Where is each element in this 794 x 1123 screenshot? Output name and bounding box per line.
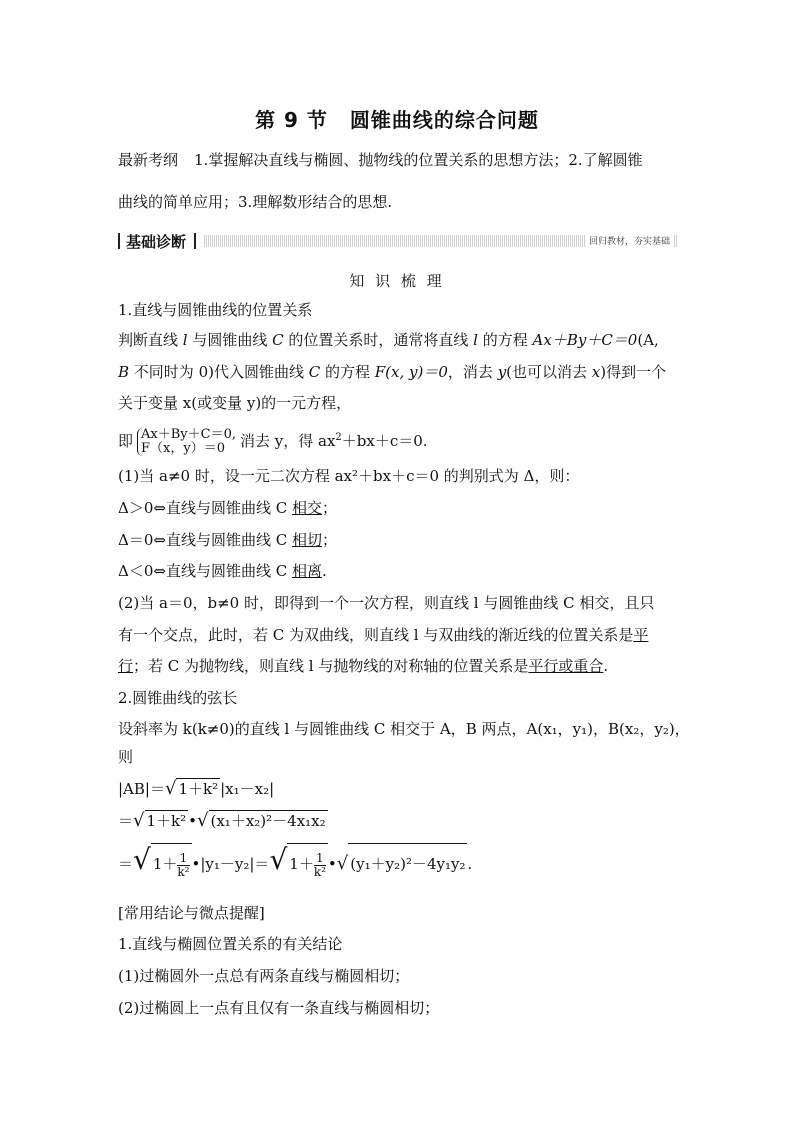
paragraph-line: 判断直线 l 与圆锥曲线 C 的位置关系时，通常将直线 l 的方程 Ax＋By＋C＝0(A, bbox=[118, 331, 659, 349]
heading-positional-relation: 1.直线与圆锥曲线的位置关系 bbox=[118, 301, 313, 319]
case-2-line-3: 行；若 C 为抛物线，则直线 l 与抛物线的对称轴的位置关系是平行或重合. bbox=[118, 657, 609, 675]
tip-2: (2)过椭圆上一点有且仅有一条直线与椭圆相切； bbox=[118, 999, 440, 1017]
discriminant-positive: Δ＞0⇔直线与圆锥曲线 C 相交； bbox=[118, 499, 337, 517]
banner-label: 基础诊断 bbox=[126, 233, 187, 251]
paragraph-line: 设斜率为 k(k≠0)的直线 l 与圆锥曲线 C 相交于 A，B 两点，A(x₁，y₁)，B(x₂，y₂)， bbox=[118, 720, 690, 738]
tip-1: (1)过椭圆外一点总有两条直线与椭圆相切； bbox=[118, 967, 410, 985]
banner-tag: 回归教材，夯实基础 bbox=[585, 234, 674, 247]
section-number: 第 9 节 bbox=[255, 108, 328, 132]
equation-system-line: 即 Ax＋By＋C＝0, F（x，y）＝0 消去 y，得 $ax^2+bx+c=0$. bbox=[118, 427, 428, 456]
syllabus-line-2: 曲线的简单应用；3.理解数形结合的思想. bbox=[118, 193, 393, 211]
case-2-line-2: 有一个交点，此时，若 C 为双曲线，则直线 l 与双曲线的渐近线的位置关系是平 bbox=[118, 626, 649, 644]
paragraph-line: B 不同时为 0)代入圆锥曲线 C 的方程 F(x, y)＝0，消去 y(也可以消去 x)得到一个 bbox=[118, 363, 667, 381]
page-title bbox=[0, 104, 794, 133]
formula-2: ＝√ 1＋k² •√ (x₁＋x₂)²－4x₁x₂ bbox=[118, 810, 326, 831]
section-heading: 知 识 梳 理 bbox=[349, 272, 445, 290]
section-title: 圆锥曲线的综合问题 bbox=[349, 108, 539, 132]
equation-system: Ax＋By＋C＝0, F（x，y）＝0 bbox=[137, 428, 236, 456]
syllabus-label: 最新考纲 bbox=[118, 151, 179, 169]
formula-1: |AB|＝√ 1＋k² |x₁－x₂| bbox=[118, 778, 275, 799]
paragraph-line: 则 bbox=[118, 748, 134, 766]
case-1: (1)当 a≠0 时，设一元二次方程 ax²＋bx＋c＝0 的判别式为 Δ，则： bbox=[118, 467, 580, 485]
heading-chord-length: 2.圆锥曲线的弦长 bbox=[118, 689, 238, 707]
section-banner bbox=[118, 231, 678, 251]
tips-subheading: 1.直线与椭圆位置关系的有关结论 bbox=[118, 935, 343, 953]
tips-heading: [常用结论与微点提醒] bbox=[118, 904, 265, 922]
formula-3: ＝√ 1＋ $\frac{1}{\text{k²}}$ •|y₁－y₂|＝√ 1＋ $\frac{1}{\text{k²}}$ •√ (y₁＋y₂)²－4y₁y₂ . bbox=[118, 840, 472, 884]
paragraph-line: 关于变量 x(或变量 y)的一元方程， bbox=[118, 394, 352, 412]
discriminant-zero: Δ＝0⇔直线与圆锥曲线 C 相切； bbox=[118, 531, 337, 549]
case-2-line-1: (2)当 a＝0，b≠0 时，即得到一个一次方程，则直线 l 与圆锥曲线 C 相交，且只 bbox=[118, 594, 655, 612]
syllabus-line-1: 最新考纲 1.掌握解决直线与椭圆、抛物线的位置关系的思想方法；2.了解圆锥 bbox=[118, 151, 643, 169]
discriminant-negative: Δ＜0⇔直线与圆锥曲线 C 相离. bbox=[118, 562, 327, 580]
